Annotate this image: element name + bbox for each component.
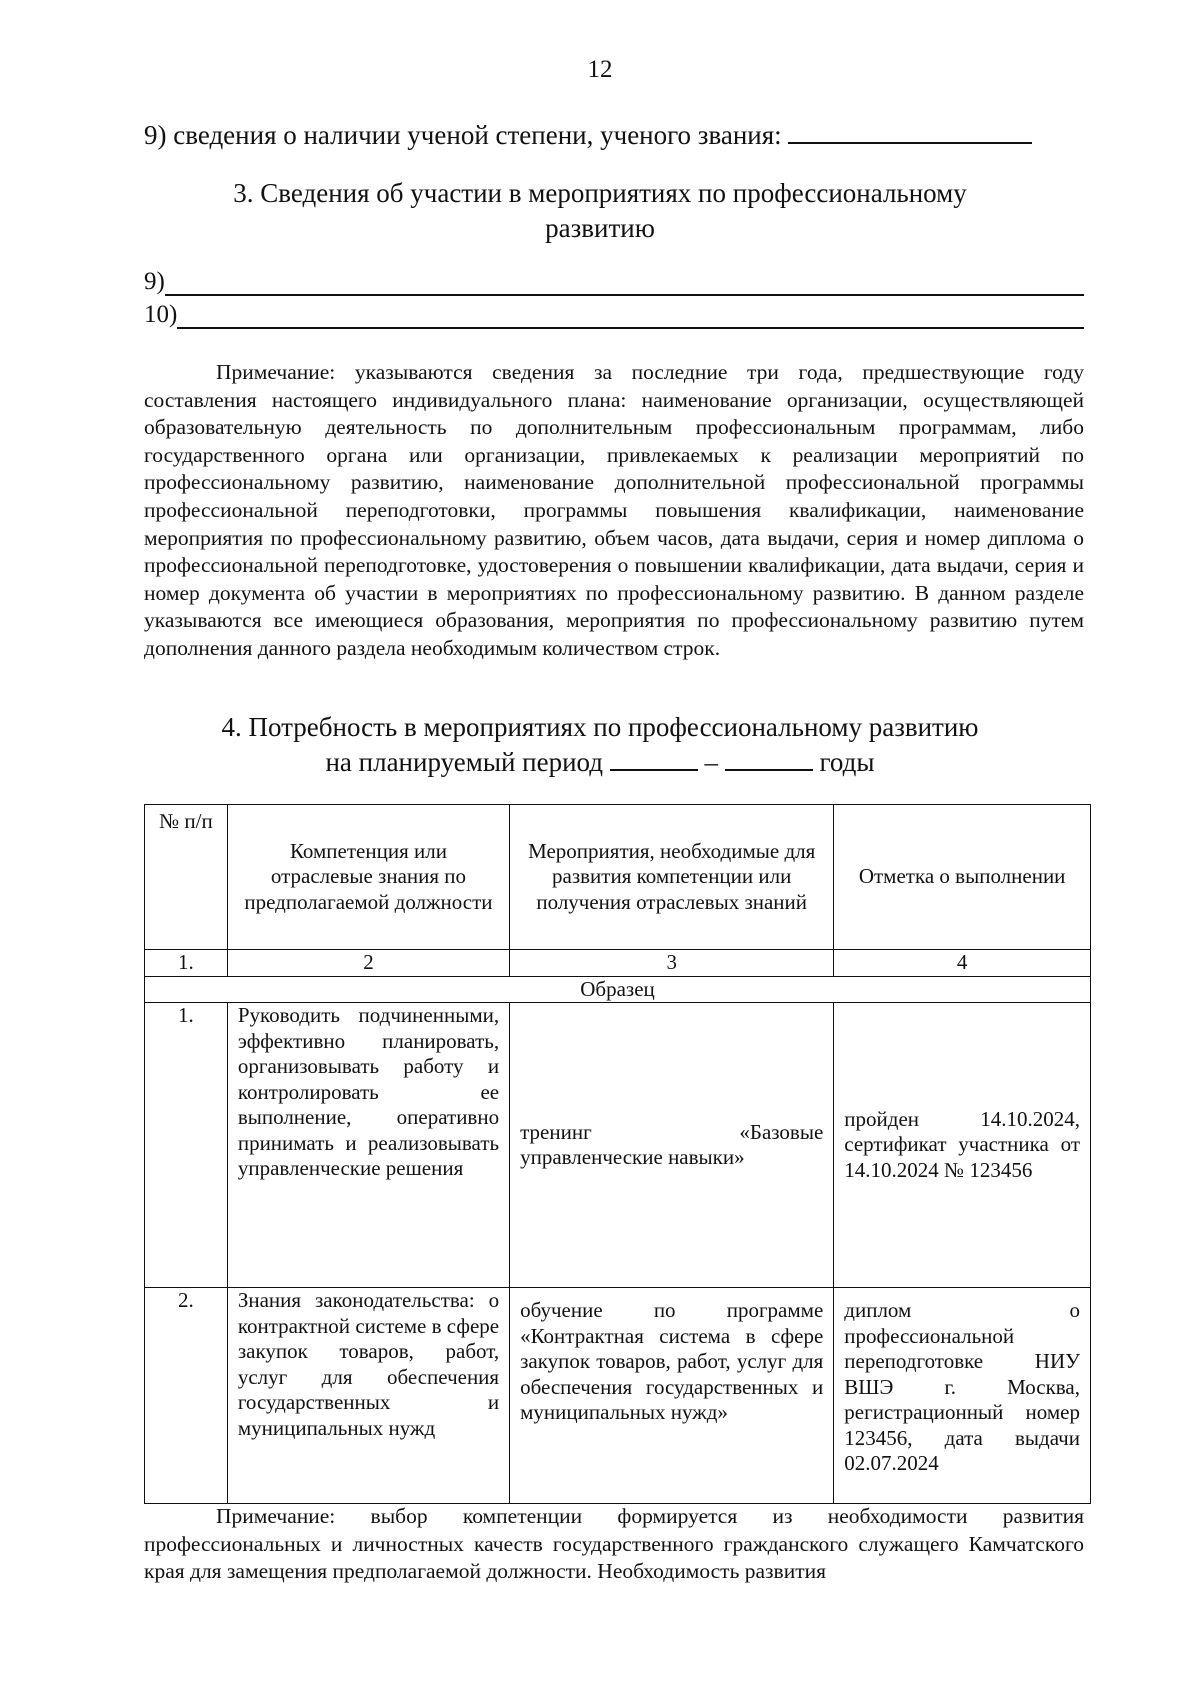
column-number-4: 4 <box>834 950 1091 977</box>
note-section-3 <box>144 359 1084 663</box>
section-3-title-line2: развитию <box>545 213 655 243</box>
section-3-title <box>0 176 1200 246</box>
period-dash: – <box>704 747 718 777</box>
period-end-blank <box>725 747 813 771</box>
header-competence: Компетенция или отраслевые знания по предполагаемой должности <box>227 805 509 950</box>
row-number: 1. <box>145 1003 228 1288</box>
column-number-3: 3 <box>510 950 834 977</box>
row-number: 2. <box>145 1288 228 1504</box>
table-row <box>145 1288 1091 1504</box>
row-completion-mark: пройден 14.10.2024, сертификат участника от 14.10.2024 № 123456 <box>834 1003 1091 1288</box>
row-activity: обучение по программе «Контрактная система в сфере закупок товаров, работ, услуг для обеспечения государственных и муниципальных нужд» <box>510 1288 834 1504</box>
row-completion-mark: диплом о профессиональной переподготовке НИУ ВШЭ г. Москва, регистрационный номер 123456, дата выдачи 02.07.2024 <box>834 1288 1091 1504</box>
line-10-label: 10) <box>144 301 178 328</box>
sample-label: Образец <box>145 976 1091 1003</box>
column-number-2: 2 <box>227 950 509 977</box>
column-number-1: 1. <box>145 950 228 977</box>
row-competence: Руководить подчиненными, эффективно планировать, организовывать работу и контролировать ее выполнение, оперативно принимать и реализовывать управленческие решения <box>227 1003 509 1288</box>
note-section-4 <box>144 1503 1084 1586</box>
header-completion-mark: Отметка о выполнении <box>834 805 1091 950</box>
section-3-title-line1: 3. Сведения об участии в мероприятиях по профессиональному <box>233 178 967 208</box>
page-number: 12 <box>587 56 613 83</box>
line-9-blank <box>165 270 1084 296</box>
row-activity: тренинг «Базовые управленческие навыки» <box>510 1003 834 1288</box>
section-3-line-10 <box>144 301 1084 329</box>
note-section-4-text: Примечание: выбор компетенции формируется из необходимости развития профессиональных и личностных качеств государственного гражданского служащего Камчатского края для замещения предполагаемой должности. Необходимость развития <box>144 1504 1084 1584</box>
header-number: № п/п <box>145 805 228 950</box>
line-9-label: 9) <box>144 268 165 295</box>
item-9-label: 9) сведения о наличии ученой степени, ученого звания: <box>144 120 782 150</box>
header-activities: Мероприятия, необходимые для развития компетенции или получения отраслевых знаний <box>510 805 834 950</box>
period-prefix: на планируемый период <box>325 747 603 777</box>
section-4-period <box>0 745 1200 780</box>
note-section-3-text: Примечание: указываются сведения за последние три года, предшествующие году составления настоящего индивидуального плана: наименование организации, осуществляющей образовательную деятельность по дополнительным профессиональным программам, либо государственного органа или организации, привлекаемых к реализации мероприятий по профессиональному развитию, наименование дополнительной профессиональной программы профессиональной переподготовки, программы повышения квалификации, наименование мероприятия по профессиональному развитию, объем часов, дата выдачи, серия и номер диплома о профессиональной переподготовке, удостоверения о повышении квалификации, дата выдачи, серия и номер документа об участии в мероприятиях по профессиональному развитию. В данном разделе указываются все имеющиеся образования, мероприятия по профессиональному развитию путем дополнения данного раздела необходимым количеством строк. <box>144 360 1084 660</box>
section-4-title <box>0 710 1200 780</box>
table-header-row <box>145 805 1091 950</box>
table-column-numbers-row <box>145 950 1091 977</box>
item-9-blank <box>788 118 1032 144</box>
item-9-degree <box>144 118 1032 151</box>
period-start-blank <box>610 747 698 771</box>
period-suffix: годы <box>819 747 875 777</box>
line-10-blank <box>177 303 1084 329</box>
table-row <box>145 1003 1091 1288</box>
row-competence: Знания законодательства: о контрактной системе в сфере закупок товаров, работ, услуг для обеспечения государственных и муниципальных нужд <box>227 1288 509 1504</box>
section-4-title-line1: 4. Потребность в мероприятиях по профессиональному развитию <box>221 712 979 742</box>
table-sample-row <box>145 976 1091 1003</box>
development-needs-table <box>144 804 1091 1504</box>
section-3-line-9 <box>144 268 1084 296</box>
